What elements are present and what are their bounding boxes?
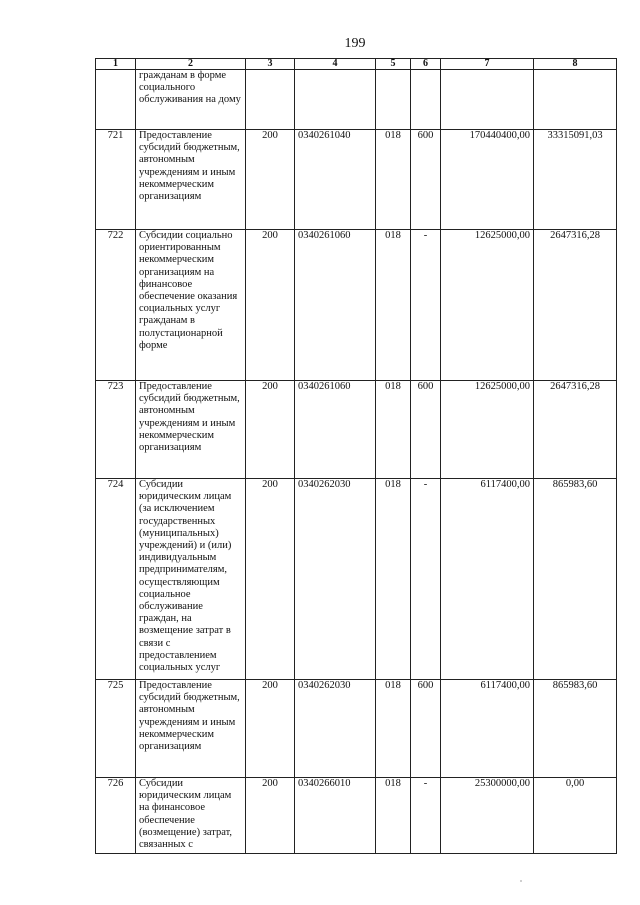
cell-col6 bbox=[411, 70, 441, 130]
cell-col3: 200 bbox=[246, 778, 295, 854]
cell-col8: 2647316,28 bbox=[534, 230, 617, 381]
table-row bbox=[96, 479, 617, 680]
cell-col3: 200 bbox=[246, 230, 295, 381]
column-header: 6 bbox=[411, 59, 441, 70]
cell-col5: 018 bbox=[376, 381, 411, 479]
table-row bbox=[96, 130, 617, 230]
table-row bbox=[96, 230, 617, 381]
cell-col5: 018 bbox=[376, 479, 411, 680]
scan-speck bbox=[520, 880, 522, 882]
cell-col3: 200 bbox=[246, 479, 295, 680]
row-number: 725 bbox=[96, 680, 136, 778]
cell-col8 bbox=[534, 70, 617, 130]
row-name: Субсидии юридическим лицам (за исключением государственных (муниципальных) учреждений) и (или) индивидуальным предпринимателям, осуществляющим социальное обслуживание граждан, на возмещение затрат в связи с предоставлением социальных услуг bbox=[136, 479, 246, 680]
cell-col8: 33315091,03 bbox=[534, 130, 617, 230]
column-header: 1 bbox=[96, 59, 136, 70]
cell-col7: 12625000,00 bbox=[441, 230, 534, 381]
cell-col7: 12625000,00 bbox=[441, 381, 534, 479]
cell-col7: 6117400,00 bbox=[441, 479, 534, 680]
cell-col6: - bbox=[411, 778, 441, 854]
row-name: Предоставление субсидий бюджетным, автономным учреждениям и иным некоммерческим организациям bbox=[136, 680, 246, 778]
column-header: 8 bbox=[534, 59, 617, 70]
column-header: 7 bbox=[441, 59, 534, 70]
cell-col4: 0340262030 bbox=[295, 680, 376, 778]
cell-col3: 200 bbox=[246, 381, 295, 479]
cell-col5: 018 bbox=[376, 130, 411, 230]
row-name: Предоставление субсидий бюджетным, автономным учреждениям и иным некоммерческим организациям bbox=[136, 130, 246, 230]
row-number: 724 bbox=[96, 479, 136, 680]
cell-col6: 600 bbox=[411, 381, 441, 479]
table-header-row bbox=[96, 59, 617, 70]
cell-col3 bbox=[246, 70, 295, 130]
cell-col5: 018 bbox=[376, 230, 411, 381]
cell-col3: 200 bbox=[246, 130, 295, 230]
cell-col7: 6117400,00 bbox=[441, 680, 534, 778]
row-name: Предоставление субсидий бюджетным, автономным учреждениям и иным некоммерческим организациям bbox=[136, 381, 246, 479]
cell-col3: 200 bbox=[246, 680, 295, 778]
row-number: 726 bbox=[96, 778, 136, 854]
column-header: 2 bbox=[136, 59, 246, 70]
column-header: 3 bbox=[246, 59, 295, 70]
row-number: 722 bbox=[96, 230, 136, 381]
table-row bbox=[96, 680, 617, 778]
table-row bbox=[96, 70, 617, 130]
column-header: 4 bbox=[295, 59, 376, 70]
cell-col8: 865983,60 bbox=[534, 680, 617, 778]
cell-col5: 018 bbox=[376, 778, 411, 854]
column-header: 5 bbox=[376, 59, 411, 70]
cell-col4: 0340262030 bbox=[295, 479, 376, 680]
table-row bbox=[96, 381, 617, 479]
cell-col4: 0340261040 bbox=[295, 130, 376, 230]
table-row bbox=[96, 778, 617, 854]
row-name: гражданам в форме социального обслуживания на дому bbox=[136, 70, 246, 130]
cell-col4: 0340261060 bbox=[295, 230, 376, 381]
cell-col7: 170440400,00 bbox=[441, 130, 534, 230]
budget-table bbox=[95, 58, 617, 854]
cell-col8: 0,00 bbox=[534, 778, 617, 854]
cell-col6: 600 bbox=[411, 680, 441, 778]
page-number: 199 bbox=[344, 36, 366, 51]
row-number bbox=[96, 70, 136, 130]
cell-col5 bbox=[376, 70, 411, 130]
cell-col4 bbox=[295, 70, 376, 130]
row-name: Субсидии социально ориентированным некоммерческим организациям на финансовое обеспечение оказания социальных услуг гражданам в полустационарной форме bbox=[136, 230, 246, 381]
row-number: 721 bbox=[96, 130, 136, 230]
cell-col4: 0340261060 bbox=[295, 381, 376, 479]
row-name: Субсидии юридическим лицам на финансовое обеспечение (возмещение) затрат, связанных с bbox=[136, 778, 246, 854]
cell-col5: 018 bbox=[376, 680, 411, 778]
row-number: 723 bbox=[96, 381, 136, 479]
cell-col7: 25300000,00 bbox=[441, 778, 534, 854]
cell-col6: 600 bbox=[411, 130, 441, 230]
cell-col6: - bbox=[411, 479, 441, 680]
cell-col8: 2647316,28 bbox=[534, 381, 617, 479]
cell-col7 bbox=[441, 70, 534, 130]
cell-col4: 0340266010 bbox=[295, 778, 376, 854]
cell-col6: - bbox=[411, 230, 441, 381]
cell-col8: 865983,60 bbox=[534, 479, 617, 680]
